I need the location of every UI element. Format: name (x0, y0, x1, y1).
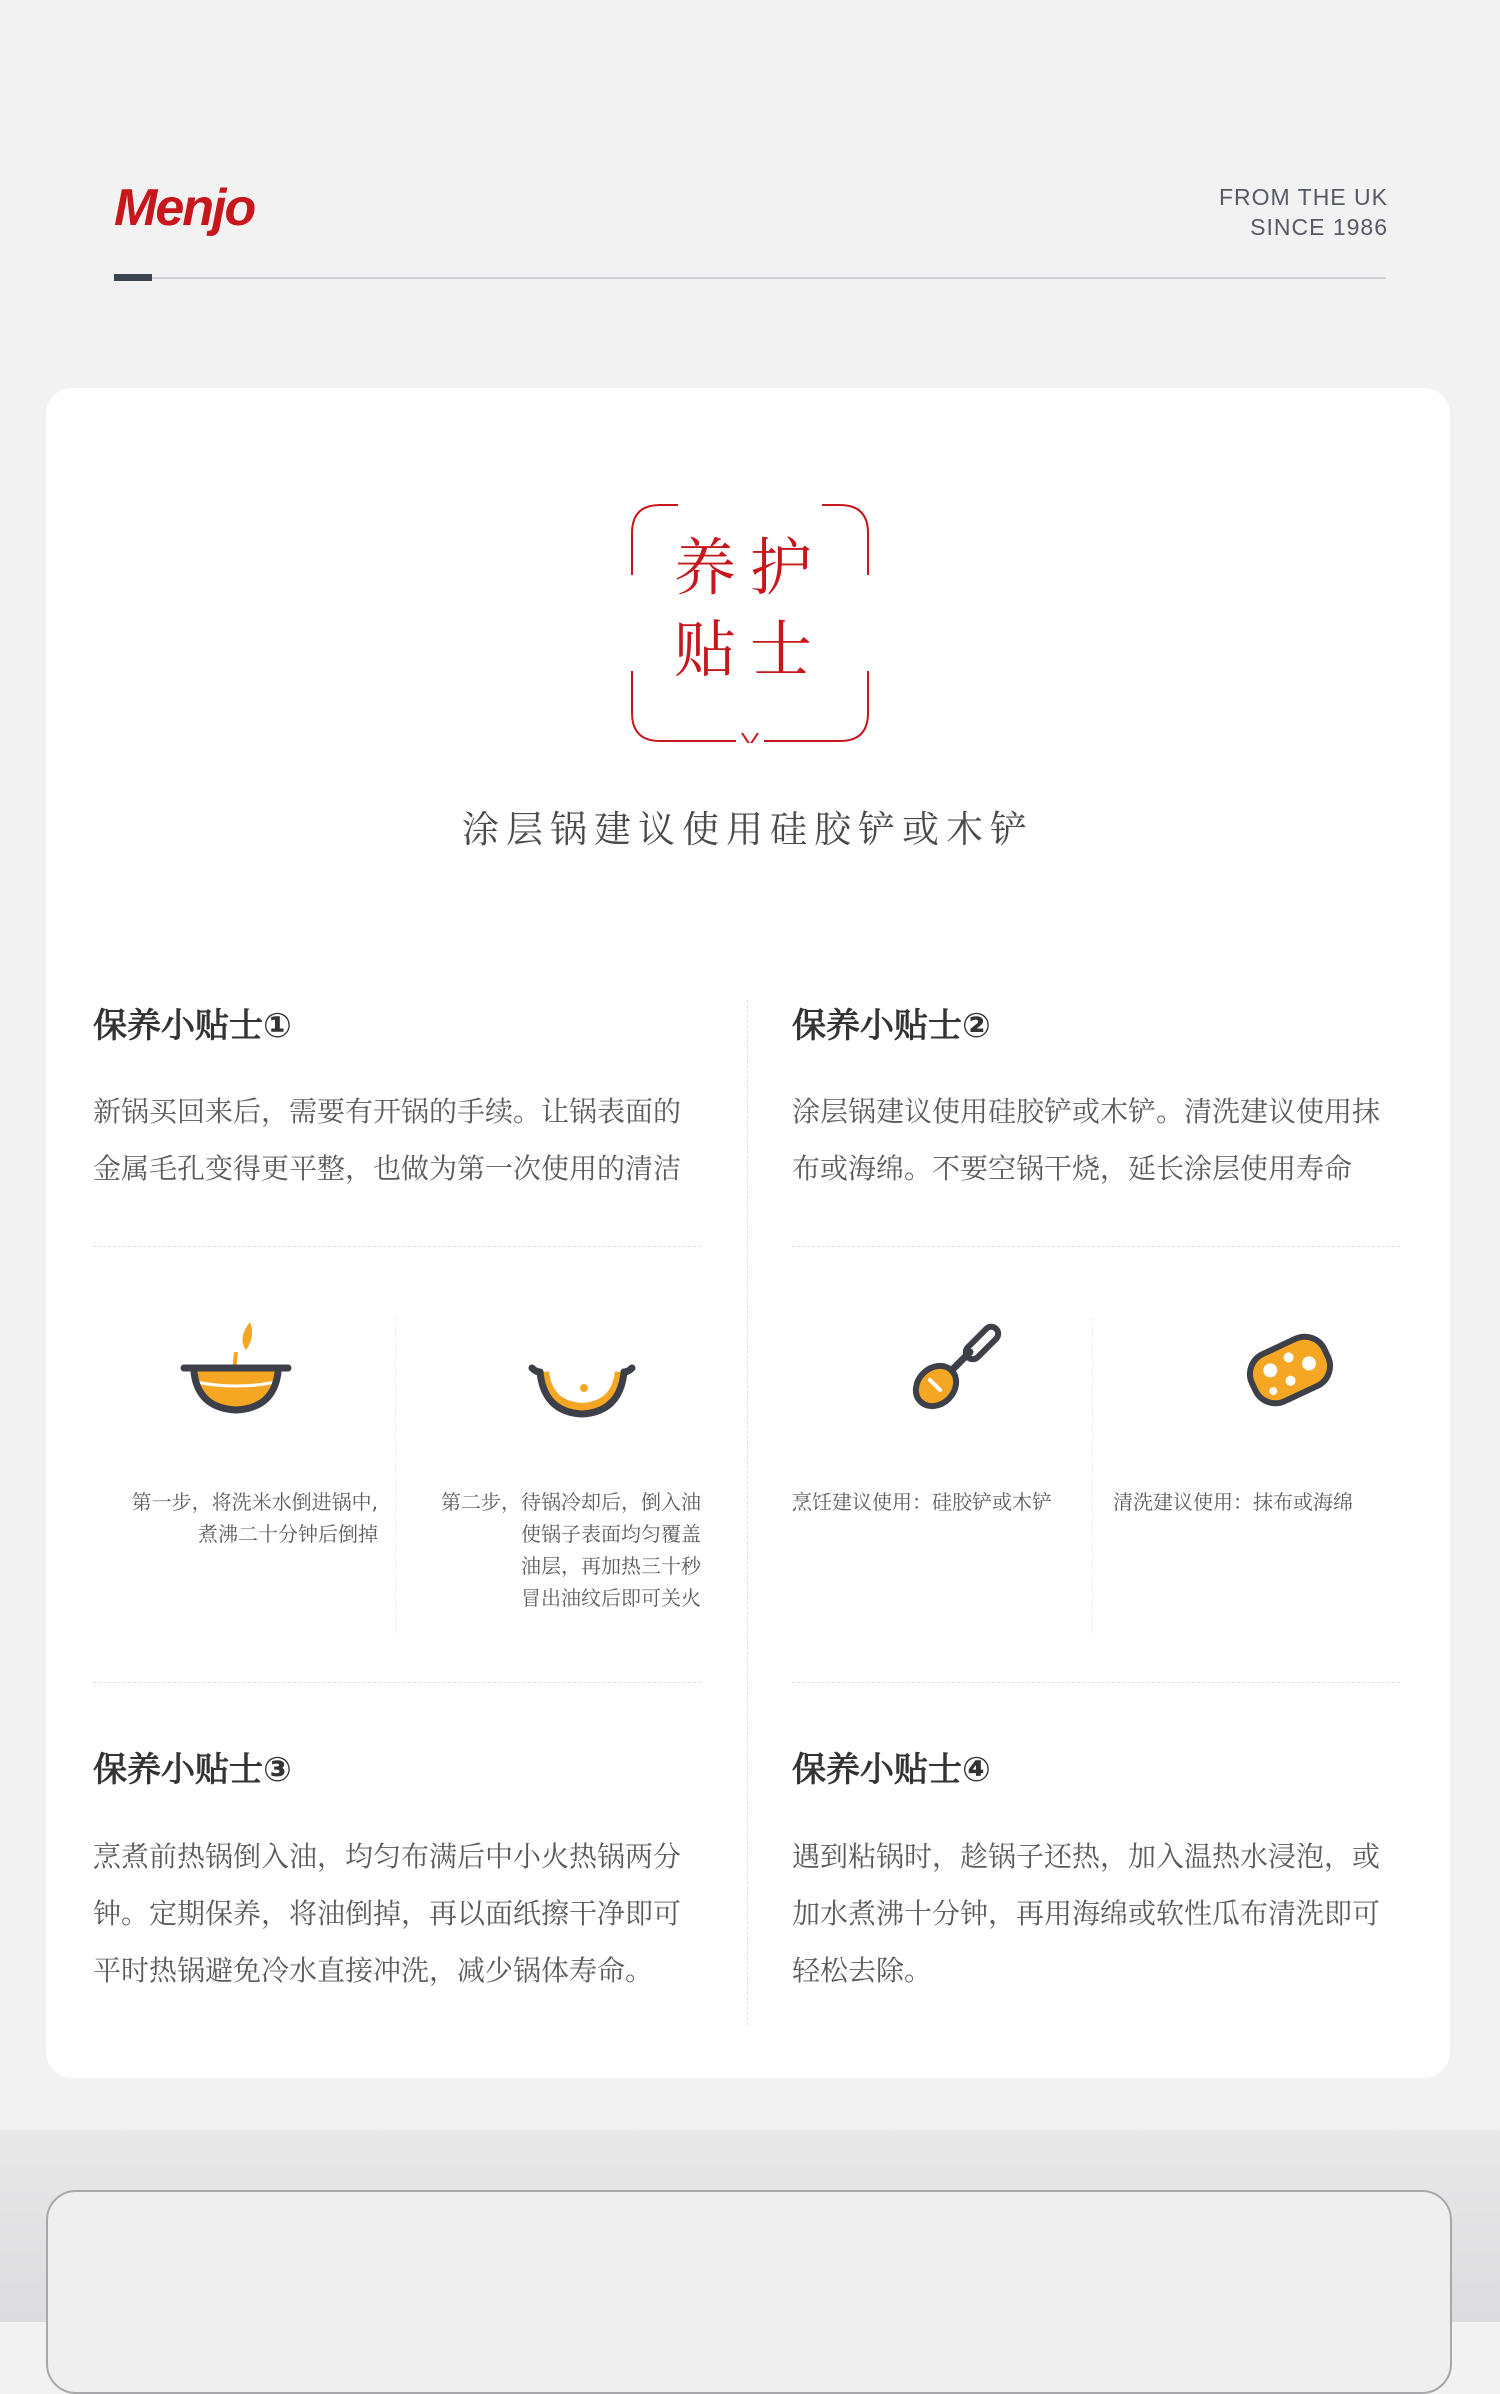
tip-2-body (792, 1083, 1432, 1197)
brand-tagline (1219, 182, 1388, 242)
tip-2-divider-top (792, 1246, 1400, 1247)
step-1-line: 第一步，将洗米水倒进锅中, (131, 1490, 378, 1514)
tip-2-title: 保养小贴士② (792, 1006, 991, 1046)
step-2-line: 第二步，待锅冷却后，倒入油 (441, 1490, 701, 1514)
tip-4-line: 加水煮沸十分钟，再用海绵或软性瓜布清洗即可 (792, 1897, 1381, 1930)
header-divider-accent (114, 274, 152, 281)
step-4-line: 清洗建议使用：抹布或海绵 (1113, 1490, 1353, 1514)
sponge-icon (1230, 1310, 1350, 1420)
care-tips-card (46, 388, 1450, 2078)
tip-1-line: 金属毛孔变得更平整，也做为第一次使用的清洁 (93, 1152, 682, 1185)
tip-3-line: 烹煮前热锅倒入油，均匀布满后中小火热锅两分 (93, 1840, 682, 1873)
tip-1-title: 保养小贴士① (93, 1006, 292, 1046)
step-divider-right (1092, 1318, 1093, 1633)
step-2-line: 使锅子表面均匀覆盖 (521, 1522, 701, 1546)
column-divider (747, 1000, 748, 2025)
spatula-icon (896, 1310, 1016, 1420)
header-divider (114, 277, 1386, 279)
badge-line2: 贴士 (673, 613, 826, 686)
tip-4-line: 轻松去除。 (792, 1954, 933, 1987)
tip-1-line: 新锅买回来后，需要有开锅的手续。让锅表面的 (93, 1095, 682, 1128)
brand-logo: Menjo (114, 179, 255, 237)
tip-3-divider-top (93, 1682, 701, 1683)
tagline-line2: SINCE 1986 (1250, 214, 1388, 240)
bottom-section-card (46, 2190, 1452, 2394)
step-1-caption (93, 1486, 378, 1550)
step-3-line: 烹饪建议使用：硅胶铲或木铲 (792, 1490, 1052, 1514)
step-3-caption (792, 1486, 1087, 1518)
care-tips-badge (630, 503, 870, 743)
oiled-pot-icon (522, 1310, 642, 1420)
step-4-caption (1113, 1486, 1403, 1518)
step-1-line: 煮沸二十分钟后倒掉 (198, 1522, 378, 1546)
pot-pouring-icon (176, 1310, 296, 1420)
step-divider-left (395, 1318, 396, 1633)
step-2-caption (411, 1486, 701, 1614)
badge-title (630, 527, 870, 691)
tip-1-body (93, 1083, 713, 1197)
tip-4-divider-top (792, 1682, 1400, 1683)
tip-4-title: 保养小贴士④ (792, 1750, 991, 1790)
step-2-line: 油层，再加热三十秒 (521, 1554, 701, 1578)
page-header (0, 0, 1500, 320)
tip-4-line: 遇到粘锅时，趁锅子还热，加入温热水浸泡，或 (792, 1840, 1381, 1873)
tip-1-divider-top (93, 1246, 701, 1247)
tip-3-line: 钟。定期保养，将油倒掉，再以面纸擦干净即可 (93, 1897, 682, 1930)
tip-3-title: 保养小贴士③ (93, 1750, 292, 1790)
tip-3-body (93, 1828, 713, 1999)
tip-3-line: 平时热锅避免冷水直接冲洗，减少锅体寿命。 (93, 1954, 654, 1987)
tip-2-line: 布或海绵。不要空锅干烧，延长涂层使用寿命 (792, 1152, 1353, 1185)
step-2-line: 冒出油纹后即可关火 (521, 1586, 701, 1610)
badge-line1: 养护 (673, 531, 826, 604)
tagline-line1: FROM THE UK (1218, 184, 1388, 210)
tip-2-line: 涂层锅建议使用硅胶铲或木铲。清洗建议使用抹 (792, 1095, 1381, 1128)
tip-4-body (792, 1828, 1412, 1999)
badge-subtitle: 涂层锅建议使用硅胶铲或木铲 (462, 808, 1034, 851)
